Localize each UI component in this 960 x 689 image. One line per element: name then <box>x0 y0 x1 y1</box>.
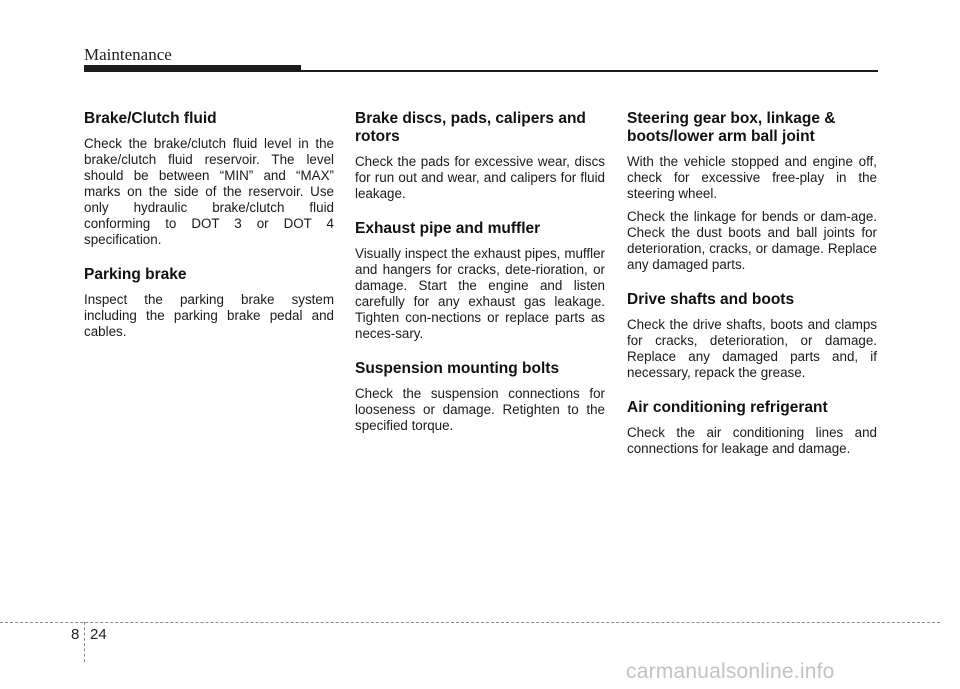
chapter-number: 8 <box>71 626 80 643</box>
header-rule <box>84 70 878 72</box>
section-title: Parking brake <box>84 266 187 283</box>
watermark: carmanualsonline.info <box>626 660 835 683</box>
section-air-conditioning <box>627 399 877 457</box>
section-title: Brake/Clutch fluid <box>84 110 217 127</box>
section-paragraph: Check the air conditioning lines and connections for leakage and damage. <box>627 425 877 456</box>
section-paragraph: Check the linkage for bends or dam-age. Check the dust boots and ball joints for deterioration, cracks, or damage. Replace any damaged parts. <box>627 209 877 272</box>
footer-page-divider <box>84 622 85 662</box>
content-column-left <box>84 110 334 358</box>
section-title: Drive shafts and boots <box>627 291 795 308</box>
section-exhaust-pipe <box>355 220 605 342</box>
section-title: Air conditioning refrigerant <box>627 399 828 416</box>
section-paragraph: With the vehicle stopped and engine off, check for excessive free-play in the steering wheel. <box>627 154 877 201</box>
content-column-right <box>627 110 877 475</box>
section-paragraph: Check the brake/clutch fluid level in the brake/clutch fluid reservoir. The level should be between “MIN” and “MAX” marks on the side of the reservoir. Use only hydraulic brake/clutch fluid conforming to DOT 3 or DOT 4 specification. <box>84 136 334 247</box>
section-drive-shafts <box>627 291 877 381</box>
section-brake-clutch-fluid <box>84 110 334 248</box>
content-column-middle <box>355 110 605 452</box>
header-title: Maintenance <box>84 45 172 64</box>
footer-dashed-rule <box>0 622 940 623</box>
section-paragraph: Visually inspect the exhaust pipes, muffler and hangers for cracks, dete-rioration, or damage. Start the engine and listen carefully for any exhaust gas leakage. Tighten con-nections or replace parts as neces-sary. <box>355 246 605 341</box>
section-title: Steering gear box, linkage & boots/lower arm ball joint <box>627 110 836 145</box>
section-paragraph: Check the drive shafts, boots and clamps for cracks, deterioration, or damage. Replace any damaged parts and, if necessary, repack the grease. <box>627 317 877 380</box>
section-title: Suspension mounting bolts <box>355 360 560 377</box>
section-parking-brake <box>84 266 334 340</box>
section-paragraph: Check the suspension connections for looseness or damage. Retighten to the specified torque. <box>355 386 605 433</box>
page-number: 24 <box>90 626 107 643</box>
section-suspension-bolts <box>355 360 605 434</box>
section-paragraph: Inspect the parking brake system including the parking brake pedal and cables. <box>84 292 334 339</box>
section-brake-discs <box>355 110 605 202</box>
section-title: Brake discs, pads, calipers and rotors <box>355 110 586 145</box>
section-steering-gear <box>627 110 877 273</box>
section-title: Exhaust pipe and muffler <box>355 220 541 237</box>
section-paragraph: Check the pads for excessive wear, discs for run out and wear, and calipers for fluid leakage. <box>355 154 605 201</box>
